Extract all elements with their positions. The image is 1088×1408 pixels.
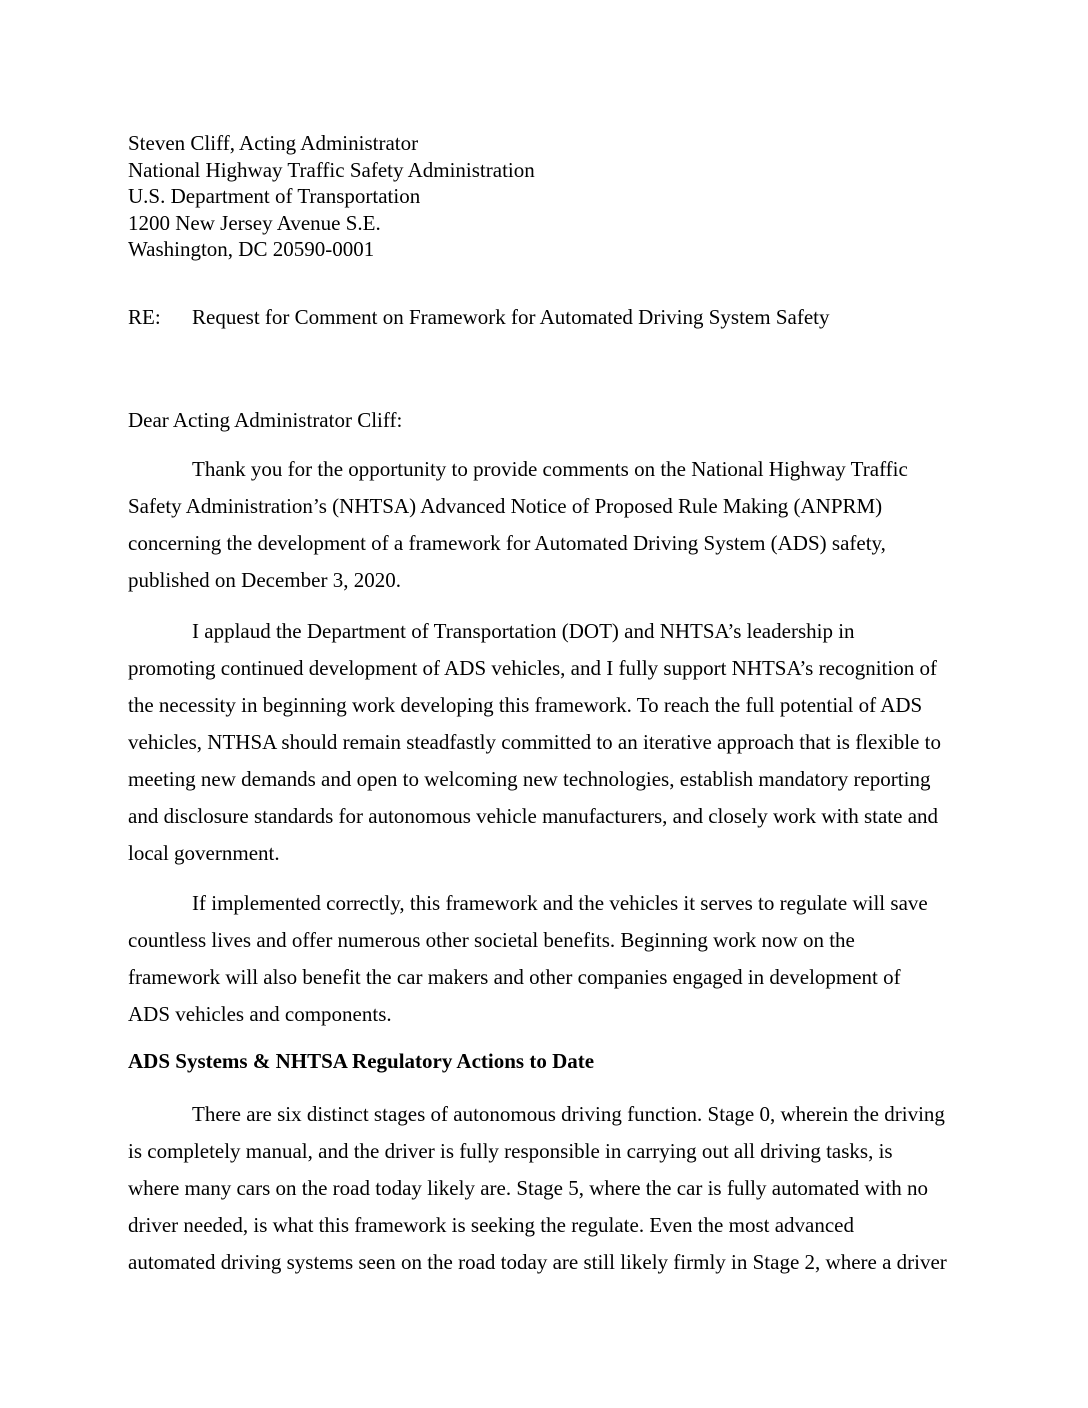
- recipient-department-line: U.S. Department of Transportation: [128, 184, 421, 208]
- recipient-address-block: [128, 130, 535, 263]
- paragraph-line: vehicles, NTHSA should remain steadfastly committed to an iterative approach that is flexible to: [128, 730, 941, 754]
- paragraph-line: countless lives and offer numerous other societal benefits. Beginning work now on the: [128, 928, 855, 952]
- body-paragraph: [128, 885, 964, 1033]
- subject-label: RE:: [128, 305, 161, 329]
- paragraph-line: published on December 3, 2020.: [128, 568, 401, 592]
- paragraph-line: Thank you for the opportunity to provide comments on the National Highway Traffic: [192, 457, 908, 481]
- body-paragraph: [128, 1096, 964, 1281]
- section-heading: ADS Systems & NHTSA Regulatory Actions to Date: [128, 1049, 595, 1073]
- paragraph-line: the necessity in beginning work developing this framework. To reach the full potential of ADS: [128, 693, 923, 717]
- recipient-city-line: Washington, DC 20590-0001: [128, 237, 375, 261]
- paragraph-line: ADS vehicles and components.: [128, 1002, 392, 1026]
- paragraph-line: promoting continued development of ADS vehicles, and I fully support NHTSA’s recognition of: [128, 656, 937, 680]
- paragraph-line: local government.: [128, 841, 280, 865]
- subject-line: [128, 303, 830, 331]
- recipient-name-line: Steven Cliff, Acting Administrator: [128, 131, 419, 155]
- paragraph-line: automated driving systems seen on the road today are still likely firmly in Stage 2, where a driver: [128, 1250, 947, 1274]
- paragraph-line: If implemented correctly, this framework and the vehicles it serves to regulate will save: [192, 891, 928, 915]
- paragraph-line: where many cars on the road today likely are. Stage 5, where the car is fully automated with no: [128, 1176, 929, 1200]
- paragraph-line: There are six distinct stages of autonomous driving function. Stage 0, wherein the driving: [192, 1102, 945, 1126]
- recipient-agency-line: National Highway Traffic Safety Administration: [128, 157, 535, 182]
- salutation: Dear Acting Administrator Cliff:: [128, 408, 403, 432]
- paragraph-line: I applaud the Department of Transportation (DOT) and NHTSA’s leadership in: [192, 619, 855, 643]
- subject-text: Request for Comment on Framework for Automated Driving System Safety: [192, 305, 830, 329]
- paragraph-line: concerning the development of a framework for Automated Driving System (ADS) safety,: [128, 531, 886, 555]
- paragraph-line: Safety Administration’s (NHTSA) Advanced Notice of Proposed Rule Making (ANPRM): [128, 494, 883, 518]
- paragraph-line: driver needed, is what this framework is seeking the regulate. Even the most advanced: [128, 1213, 855, 1237]
- paragraph-line: is completely manual, and the driver is fully responsible in carrying out all driving tasks, is: [128, 1139, 893, 1163]
- paragraph-line: meeting new demands and open to welcoming new technologies, establish mandatory reporting: [128, 767, 931, 791]
- paragraph-line: framework will also benefit the car makers and other companies engaged in development of: [128, 965, 901, 989]
- body-paragraph: [128, 613, 964, 872]
- body-paragraph: [128, 451, 964, 599]
- paragraph-line: and disclosure standards for autonomous vehicle manufacturers, and closely work with state and: [128, 804, 939, 828]
- recipient-street-line: 1200 New Jersey Avenue S.E.: [128, 210, 381, 235]
